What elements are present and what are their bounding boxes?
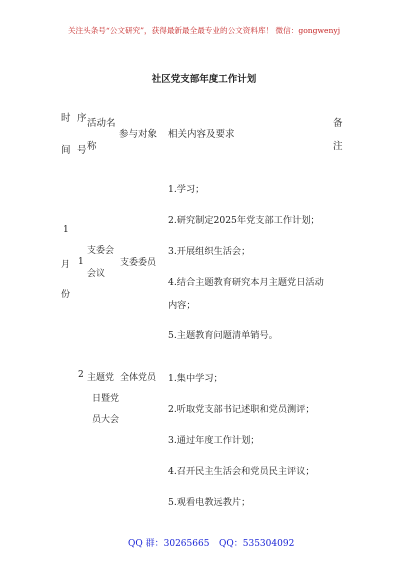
header-time-2: 间 [61, 145, 71, 156]
content-item: 1.集中学习； [168, 373, 223, 384]
content-item: 内容； [168, 300, 196, 311]
row-activity-3: 员大会 [92, 415, 120, 425]
footer-qq-group: QQ 群：30265665 [128, 539, 210, 549]
header-content: 相关内容及要求 [168, 129, 235, 140]
row-activity-1: 主题党 [87, 373, 115, 383]
row-participants: 支委委员 [120, 258, 157, 268]
row-seq: 2 [78, 370, 84, 380]
row-month-2: 月 [61, 260, 71, 270]
header-participants: 参与对象 [119, 129, 158, 140]
header-time-1: 时 [61, 113, 71, 124]
header-seq-1: 序 [77, 113, 87, 124]
row-month-3: 份 [61, 290, 71, 300]
row-participants: 全体党员 [120, 373, 157, 383]
row-seq: 1 [78, 257, 84, 267]
content-item: 1.学习； [168, 184, 205, 195]
content-item: 3.通过年度工作计划； [168, 435, 260, 446]
header-remarks-1: 备 [333, 118, 343, 129]
content-item: 4.结合主题教育研究本月主题党日活动 [168, 277, 324, 288]
content-item: 3.开展组织生活会； [168, 246, 251, 257]
content-item: 2.研究制定2025年党支部工作计划； [168, 215, 320, 226]
header-banner: 关注头条号“公文研究”，获得最新最全最专业的公文资料库！ 微信：gongwenyj [67, 26, 341, 35]
header-activity-1: 活动名 [87, 118, 116, 129]
row-activity-2: 会议 [87, 269, 106, 279]
content-item: 2.听取党支部书记述职和党员测评； [168, 404, 315, 415]
row-activity-2: 日暨党 [92, 394, 120, 404]
header-remarks-2: 注 [333, 141, 343, 152]
header-seq-2: 号 [77, 145, 87, 156]
content-item: 5.观看电教远教片； [168, 497, 251, 508]
footer-qq: QQ：535304092 [219, 539, 295, 549]
content-item: 4.召开民主生活会和党员民主评议； [168, 466, 315, 477]
content-item: 5.主题教育问题清单销号。 [168, 330, 278, 341]
row-activity-1: 支委会 [87, 246, 115, 256]
row-month-1: 1 [63, 225, 69, 235]
header-activity-2: 称 [87, 141, 97, 152]
document-title: 社区党支部年度工作计划 [151, 74, 257, 85]
